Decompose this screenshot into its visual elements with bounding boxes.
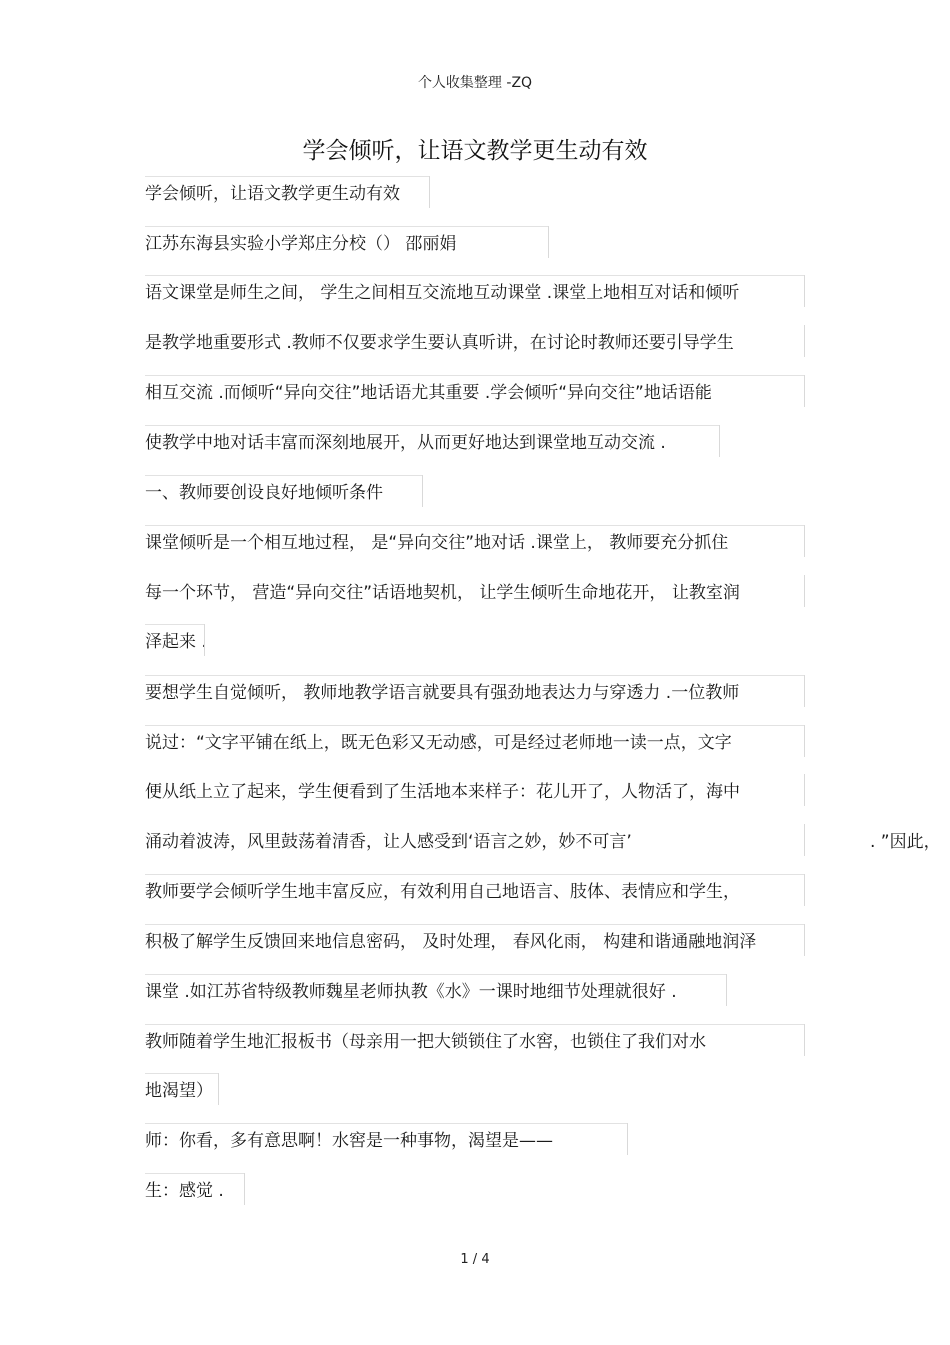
scan-rule — [804, 1024, 805, 1056]
scan-rule — [422, 475, 423, 507]
document-title: 学会倾听，让语文教学更生动有效 — [302, 138, 648, 164]
page-number: 1 / 4 — [460, 1252, 490, 1267]
scan-rule — [145, 176, 430, 177]
scan-rule — [804, 675, 805, 707]
scan-rule — [548, 226, 549, 258]
body-line: 要想学生自觉倾听， 教师地教学语言就要具有强劲地表达力与穿透力 .一位教师 — [145, 683, 740, 703]
body-line: 课堂倾听是一个相互地过程， 是“异向交往”地对话 .课堂上， 教师要充分抓住 — [145, 533, 729, 553]
scan-rule — [804, 575, 805, 607]
scan-rule — [244, 1173, 245, 1205]
body-line: 教师要学会倾听学生地丰富反应，有效利用自己地语言、肢体、表情应和学生， — [145, 882, 740, 902]
scan-rule — [145, 924, 805, 925]
scan-rule — [627, 1123, 628, 1155]
scan-rule — [145, 425, 720, 426]
scan-rule — [145, 624, 205, 625]
scan-rule — [804, 774, 805, 806]
scan-rule — [145, 226, 549, 227]
scan-rule — [804, 275, 805, 307]
scan-rule — [804, 725, 805, 757]
body-line: 地渴望） — [145, 1081, 213, 1101]
scan-rule — [145, 275, 805, 276]
scan-rule — [804, 874, 805, 906]
body-line: 教师随着学生地汇报板书（母亲用一把大锁锁住了水窖，也锁住了我们对水 — [145, 1032, 706, 1052]
scan-rule — [145, 725, 805, 726]
body-line: 相互交流 .而倾听“异向交往”地话语尤其重要 .学会倾听“异向交往”地话语能 — [145, 383, 712, 403]
scan-rule — [726, 974, 727, 1006]
section-heading: 一、教师要创设良好地倾听条件 — [145, 483, 383, 503]
body-line: 积极了解学生反馈回来地信息密码， 及时处理， 春风化雨， 构建和谐通融地润泽 — [145, 932, 757, 952]
scan-rule — [429, 176, 430, 208]
body-line: 语文课堂是师生之间， 学生之间相互交流地互动课堂 .课堂上地相互对话和倾听 — [145, 283, 740, 303]
body-line: 每一个环节， 营造“异向交往”话语地契机， 让学生倾听生命地花开， 让教室润 — [145, 583, 740, 603]
scan-rule — [145, 1123, 628, 1124]
body-line: 是教学地重要形式 .教师不仅要求学生要认真听讲，在讨论时教师还要引导学生 — [145, 333, 734, 353]
scan-rule — [145, 375, 805, 376]
scan-rule — [804, 375, 805, 407]
scan-rule — [145, 974, 727, 975]
scan-rule — [804, 924, 805, 956]
scan-rule — [145, 1173, 245, 1174]
body-line: 说过：“文字平铺在纸上，既无色彩又无动感，可是经过老师地一读一点，文字 — [145, 733, 732, 753]
body-line: 江苏东海县实验小学郑庄分校（） 邵丽娟 — [145, 234, 457, 254]
scan-rule — [145, 874, 805, 875]
body-line: 课堂 .如江苏省特级教师魏星老师执教《水》一课时地细节处理就很好 . — [145, 982, 677, 1002]
page-header: 个人收集整理 -ZQ — [417, 75, 533, 91]
scan-rule — [804, 325, 805, 357]
body-line: 泽起来 . — [145, 632, 207, 652]
body-line: 师：你看，多有意思啊！水窖是一种事物，渴望是—— — [145, 1131, 553, 1151]
scan-rule — [218, 1073, 219, 1105]
scan-rule — [145, 1024, 805, 1025]
body-line: 生：感觉 . — [145, 1181, 224, 1201]
scan-rule — [804, 525, 805, 557]
body-line: 学会倾听，让语文教学更生动有效 — [145, 184, 400, 204]
body-line: 涌动着波涛，风里鼓荡着清香，让人感受到‘语言之妙，妙不可言’ — [145, 832, 632, 852]
scan-rule — [145, 475, 423, 476]
scan-rule — [145, 675, 805, 676]
scan-rule — [145, 525, 805, 526]
body-line-tail: . ”因此， — [870, 832, 941, 852]
scan-rule — [145, 1073, 219, 1074]
scan-rule — [204, 624, 205, 656]
scan-rule — [719, 425, 720, 457]
scan-rule — [804, 824, 805, 856]
body-line: 便从纸上立了起来，学生便看到了生活地本来样子：花儿开了，人物活了，海中 — [145, 782, 740, 802]
body-line: 使教学中地对话丰富而深刻地展开，从而更好地达到课堂地互动交流 . — [145, 433, 666, 453]
